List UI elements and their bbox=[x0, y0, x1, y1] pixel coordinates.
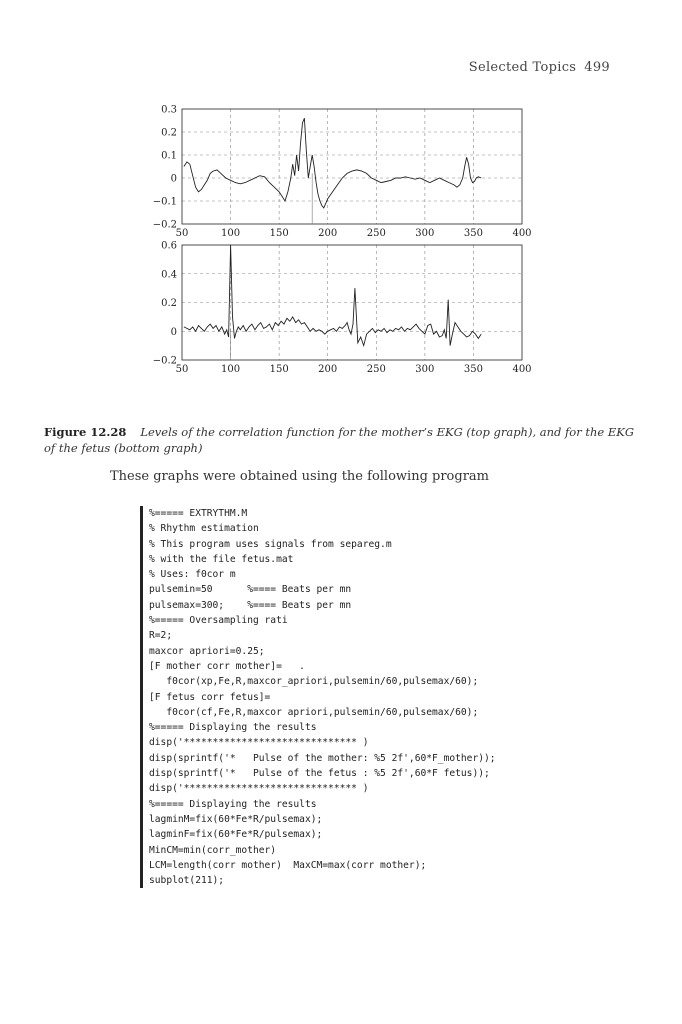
x-tick-label: 200 bbox=[318, 228, 338, 239]
code-line: % with the file fetus.mat bbox=[149, 553, 294, 565]
page-number: 499 bbox=[584, 60, 610, 75]
y-tick-label: 0.2 bbox=[161, 298, 177, 309]
code-line: subplot(211); bbox=[149, 875, 225, 887]
y-tick-label: 0 bbox=[170, 326, 177, 338]
y-tick-label: 0.2 bbox=[161, 127, 177, 139]
x-tick-label: 250 bbox=[366, 364, 386, 375]
code-line: [F mother corr mother]= . bbox=[149, 660, 305, 672]
x-tick-label: 200 bbox=[318, 364, 338, 375]
code-line: % This program uses signals from separeg.m bbox=[149, 538, 392, 550]
intro-paragraph: These graphs were obtained using the following program bbox=[110, 469, 489, 484]
section-title: Selected Topics bbox=[468, 60, 577, 75]
y-tick-label: 0.4 bbox=[161, 269, 177, 281]
x-tick-label: 350 bbox=[463, 364, 483, 375]
code-line: disp(sprintf('* Pulse of the mother: %5 2f',60*F_mother)); bbox=[149, 752, 496, 764]
fetus-correlation-chart bbox=[0, 232, 682, 377]
code-line: %===== Displaying the results bbox=[149, 722, 317, 734]
correlation-series-line bbox=[184, 245, 481, 346]
x-tick-label: 100 bbox=[221, 228, 241, 239]
caption-text: Levels of the correlation function for the mother’s EKG (top graph), and for the EKG of the fetus (bottom graph) bbox=[44, 425, 635, 455]
code-line: f0cor(xp,Fe,R,maxcor_apriori,pulsemin/60,pulsemax/60); bbox=[149, 676, 479, 688]
code-line: disp('****************************** ) bbox=[149, 737, 369, 749]
code-line: pulsemax=300; %==== Beats per mn bbox=[149, 599, 352, 611]
code-line: %===== Displaying the results bbox=[149, 798, 317, 810]
mother-correlation-chart bbox=[0, 95, 682, 239]
x-tick-label: 150 bbox=[269, 228, 289, 239]
y-tick-label: 0.3 bbox=[161, 104, 177, 116]
code-line: R=2; bbox=[149, 630, 173, 642]
running-head bbox=[469, 60, 610, 75]
figure-label: Figure 12.28 bbox=[44, 425, 127, 439]
code-line: LCM=length(corr mother) MaxCM=max(corr mother); bbox=[149, 859, 427, 871]
x-tick-label: 100 bbox=[221, 364, 241, 375]
code-line: [F fetus corr fetus]= bbox=[149, 691, 271, 703]
code-line: %===== Oversampling rati bbox=[149, 615, 288, 627]
y-tick-label: 0 bbox=[170, 173, 177, 185]
x-tick-label: 50 bbox=[175, 228, 189, 239]
code-listing bbox=[140, 506, 496, 888]
x-tick-label: 400 bbox=[512, 228, 532, 239]
code-line: lagminM=fix(60*Fe*R/pulsemax); bbox=[149, 813, 323, 825]
x-tick-label: 300 bbox=[415, 364, 435, 375]
code-line: f0cor(cf,Fe,R,maxcor apriori,pulsemin/60,pulsemax/60); bbox=[149, 706, 479, 718]
code-line: % Rhythm estimation bbox=[149, 523, 259, 535]
x-tick-label: 50 bbox=[175, 364, 189, 375]
code-line: lagminF=fix(60*Fe*R/pulsemax); bbox=[149, 829, 323, 841]
correlation-series-line bbox=[184, 118, 481, 208]
code-line: disp(sprintf('* Pulse of the fetus : %5 2f',60*F fetus)); bbox=[149, 768, 490, 780]
code-line: %===== EXTRYTHM.M bbox=[149, 508, 248, 519]
x-tick-label: 250 bbox=[366, 228, 386, 239]
x-tick-label: 300 bbox=[415, 228, 435, 239]
x-tick-label: 350 bbox=[463, 228, 483, 239]
y-tick-label: −0.1 bbox=[152, 196, 177, 208]
y-tick-label: 0.1 bbox=[161, 150, 177, 162]
y-tick-label: 0.6 bbox=[161, 240, 177, 252]
plot-frame bbox=[182, 109, 522, 224]
code-line: % Uses: f0cor m bbox=[149, 569, 236, 581]
y-tick-label: −0.2 bbox=[152, 219, 177, 231]
x-tick-label: 400 bbox=[512, 364, 532, 375]
code-line: maxcor apriori=0.25; bbox=[149, 645, 265, 657]
code-line: pulsemin=50 %==== Beats per mn bbox=[149, 584, 352, 596]
x-tick-label: 150 bbox=[269, 364, 289, 375]
code-line: MinCM=min(corr_mother) bbox=[149, 844, 277, 856]
figure-caption bbox=[44, 424, 644, 456]
code-line: disp('****************************** ) bbox=[149, 783, 369, 795]
y-tick-label: −0.2 bbox=[152, 355, 177, 367]
